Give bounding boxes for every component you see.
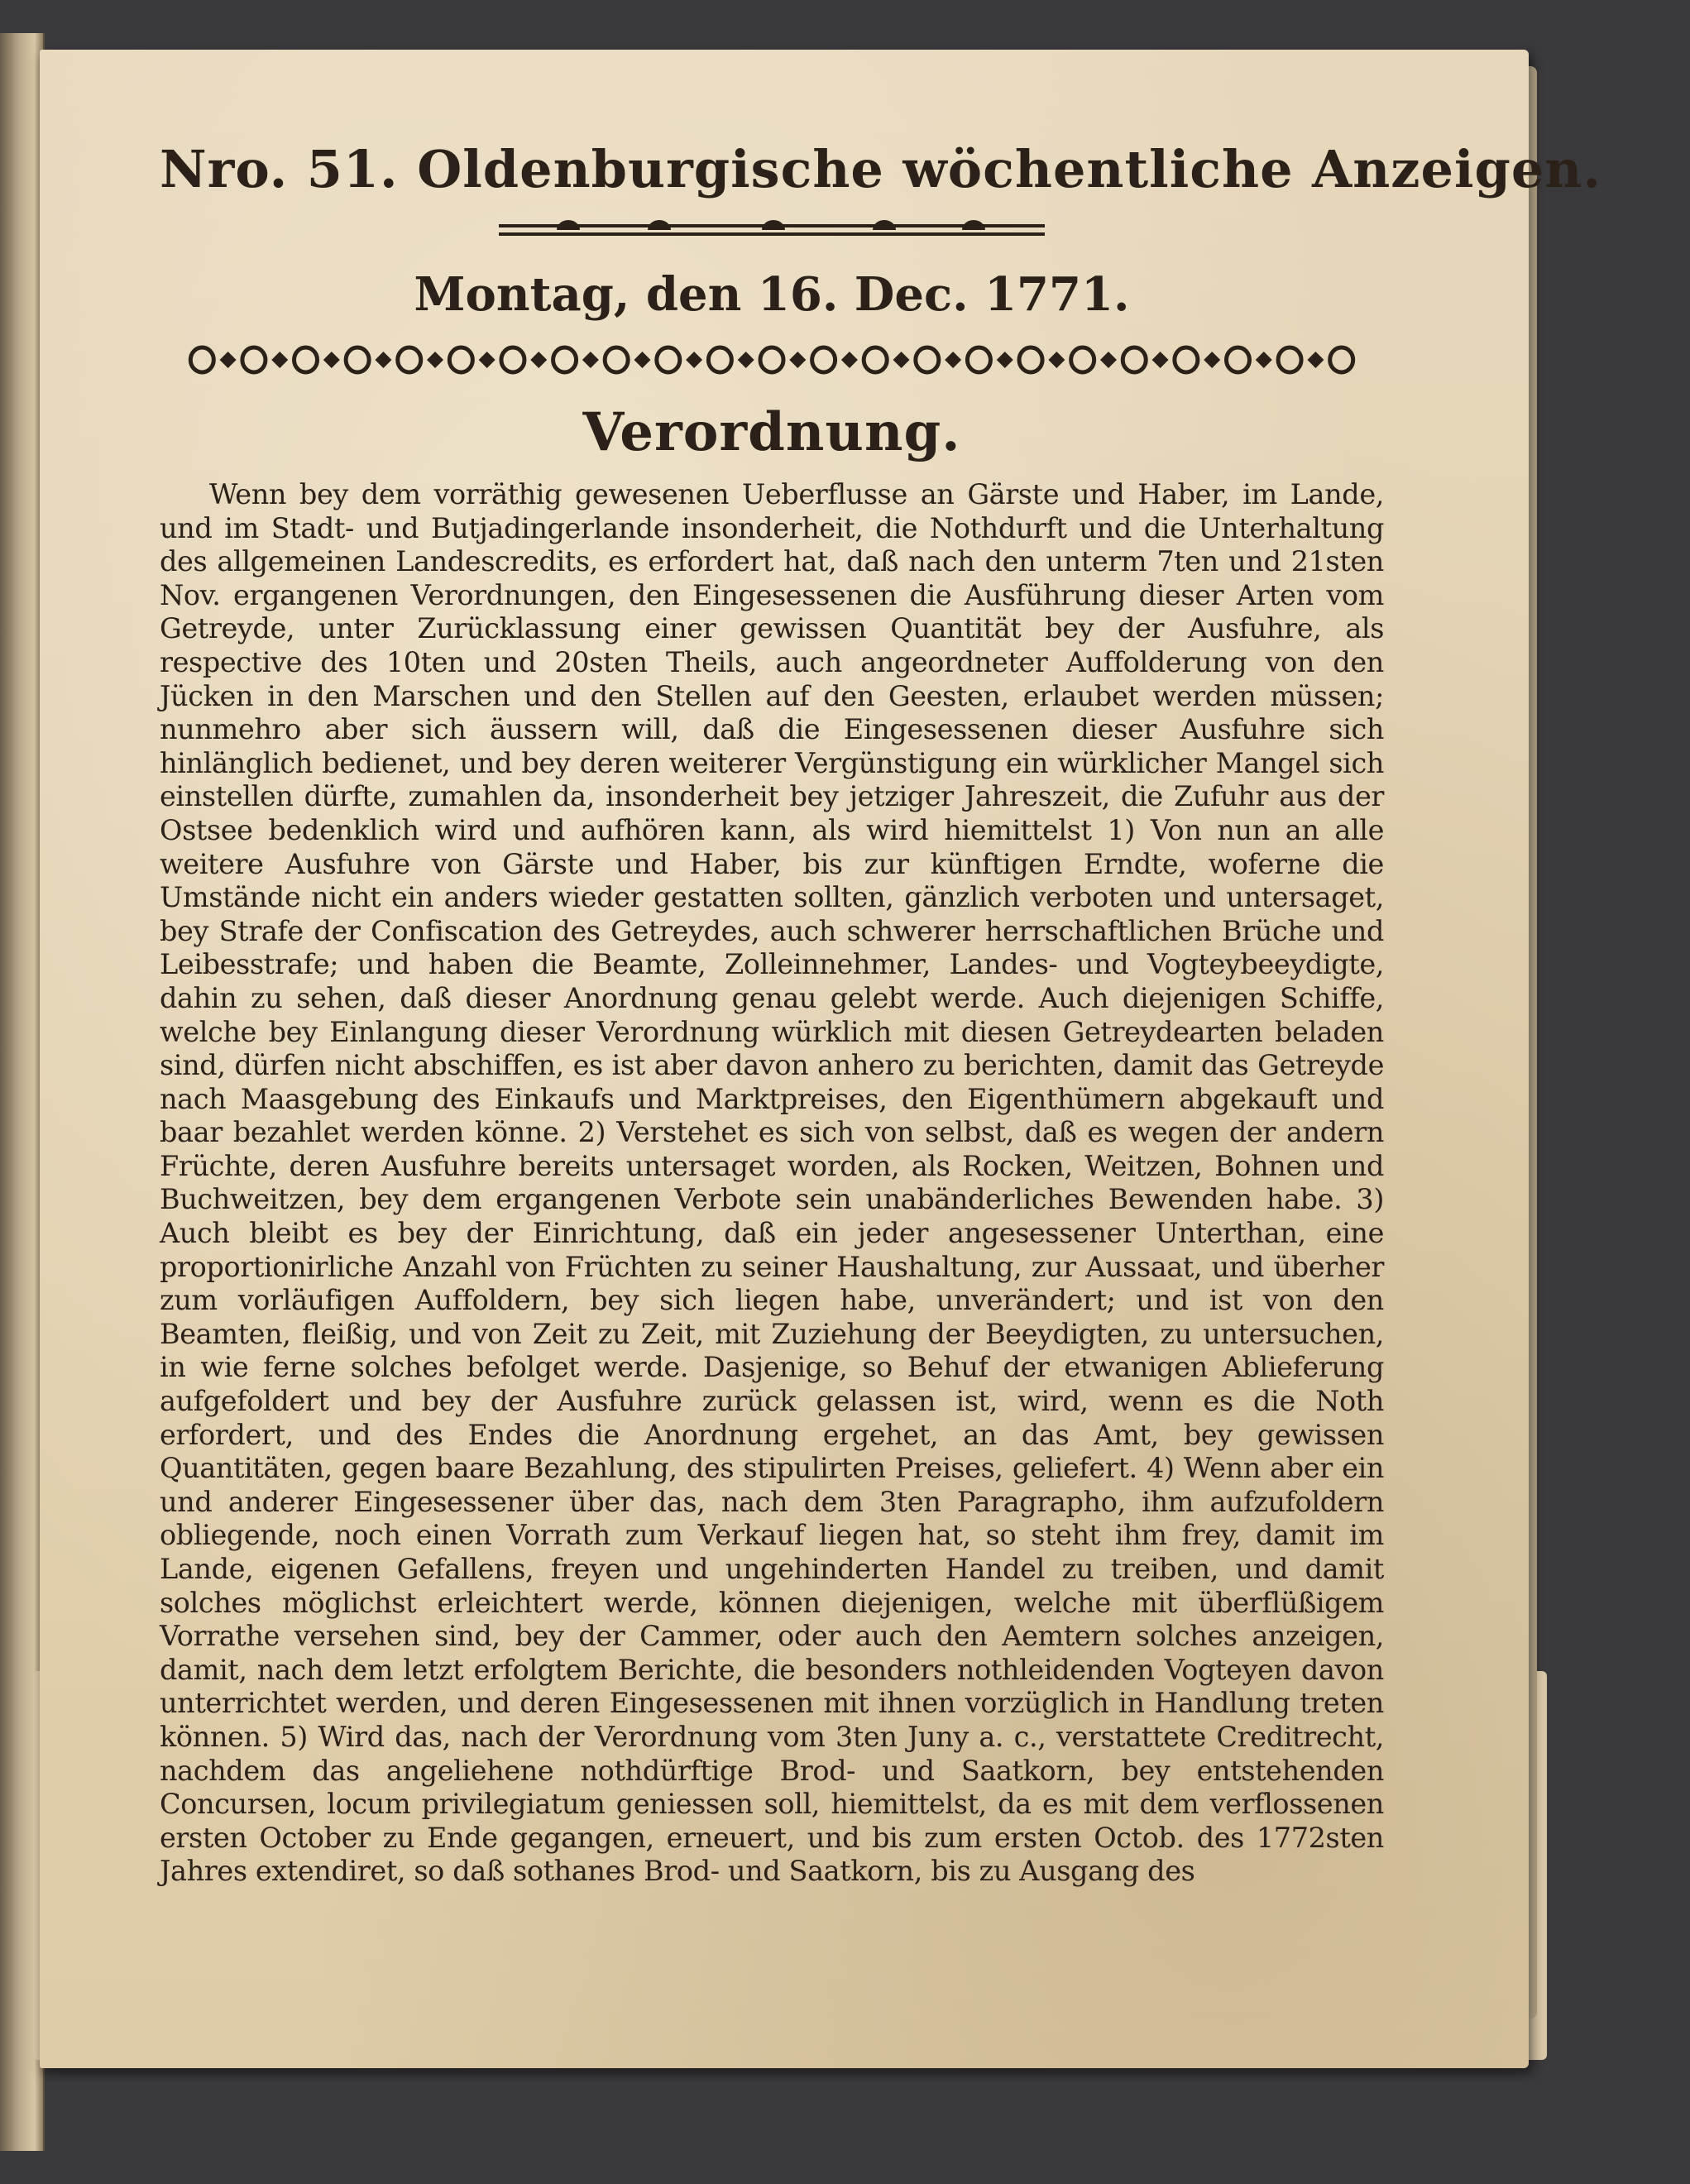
border-ring — [190, 347, 213, 372]
border-ring — [812, 347, 835, 372]
border-ring — [346, 347, 369, 372]
issue-number: Nro. 51. — [160, 139, 399, 199]
decorative-border — [176, 343, 1367, 376]
border-diamond — [530, 352, 547, 368]
border-ring — [501, 347, 524, 372]
border-diamond — [841, 352, 858, 368]
publication-title: Oldenburgische wöchentliche Anzeigen. — [417, 139, 1601, 199]
border-diamond — [375, 352, 391, 368]
border-ring — [294, 347, 318, 372]
article-heading: Verordnung. — [582, 401, 961, 463]
border-ring — [657, 347, 680, 372]
page-content — [160, 132, 1601, 1889]
masthead — [160, 139, 1601, 199]
border-ring — [1071, 347, 1094, 372]
border-ring — [1330, 347, 1353, 372]
border-ring — [242, 347, 266, 372]
border-diamond — [1100, 352, 1117, 368]
border-diamond — [738, 352, 754, 368]
border-diamond — [271, 352, 288, 368]
border-diamond — [220, 352, 237, 368]
border-diamond — [1152, 352, 1169, 368]
border-ring — [760, 347, 783, 372]
border-ring — [1278, 347, 1301, 372]
border-diamond — [1048, 352, 1065, 368]
border-ring — [967, 347, 990, 372]
border-ring — [605, 347, 628, 372]
border-ring — [1019, 347, 1042, 372]
border-diamond — [479, 352, 496, 368]
issue-date: Montag, den 16. Dec. 1771. — [414, 267, 1130, 322]
border-diamond — [1204, 352, 1220, 368]
border-diamond — [789, 352, 806, 368]
border-ring — [1226, 347, 1249, 372]
border-ring — [1175, 347, 1198, 372]
border-diamond — [323, 352, 340, 368]
article-body: Wenn bey dem vorräthig gewesenen Ueberflusse an Gärste und Haber, im Lande, und im Stadt- und Butjadingerlande insonderheit, die Nothdurft und die Unterhaltung des allgemeinen Landescredits, es erfordert hat, daß nach den unterm 7ten und 21sten Nov. ergangenen Verordnungen, den Eingesessenen die Ausführung dieser Arten vom Getreyde, unter Zurücklassung einer gewissen Quantität bey der Ausfuhre, als respective des 10ten und 20sten Theils, auch angeordneter Auffolderung von den Jücken in den Marschen und den Stellen auf den Geesten, erlaubet werden müssen; nunmehro aber sich äussern will, daß die Eingesessenen dieser Ausfuhre sich hinlänglich bedienet, und bey deren weiterer Vergünstigung ein würklicher Mangel sich einstellen dürfte, zumahlen da, insonderheit bey jetziger Jahreszeit, die Zufuhr aus der Ostsee bedenklich wird und aufhören kann, als wird hiemittelst 1) Von nun an alle weitere Ausfuhre von Gärste und Haber, bis zur künftigen Erndte, woferne die Umstände nicht ein anders wieder gestatten sollten, gänzlich verboten und untersaget, bey Strafe der Confiscation des Getreydes, auch schwerer herrschaftlichen Brüche und Leibesstrafe; und haben die Beamte, Zolleinnehmer, Landes- und Vogteybeeydigte, dahin zu sehen, daß dieser Anordnung genau gelebt werde. Auch diejenigen Schiffe, welche bey Einlangung dieser Verordnung würklich mit diesen Getreydearten beladen sind, dürfen nicht abschiffen, es ist aber davon anhero zu berichten, damit das Getreyde nach Maasgebung des Einkaufs und Marktpreises, den Eigenthümern abgekauft und baar bezahlet werden könne. 2) Verstehet es sich von selbst, daß es wegen der andern Früchte, deren Ausfuhre bereits untersaget worden, als Rocken, Weitzen, Bohnen und Buchweitzen, bey dem ergangenen Verbote sein unabänderliches Bewenden habe. 3) Auch bleibt es bey der Einrichtung, daß ein jeder angesessener Unterthan, eine proportionirliche Anzahl von Früchten zu seiner Haushaltung, zur Aussaat, und überher zum vorläufigen Auffoldern, bey sich liegen habe, unverändert; und ist von den Beamten, fleißig, und von Zeit zu Zeit, mit Zuziehung der Beeydigten, zu untersuchen, in wie ferne solches befolget werde. Dasjenige, so Behuf der etwanigen Ablieferung aufgefoldert und bey der Ausfuhre zurück gelassen ist, wird, wenn es die Noth erfordert, und des Endes die Anordnung ergehet, an das Amt, bey gewissen Quantitäten, gegen baare Bezahlung, des stipulirten Preises, geliefert. 4) Wenn aber ein und anderer Eingesessener über das, nach dem 3ten Paragrapho, ihm aufzufoldern obliegende, noch einen Vorrath zum Verkauf liegen hat, so steht ihm frey, damit im Lande, eigenen Gefallens, freyen und ungehinderten Handel zu treiben, und damit solches möglichst erleichtert werde, können diejenigen, welche mit überflüßigem Vorrathe versehen sind, bey der Cammer, oder auch den Aemtern solches anzeigen, damit, nach dem letzt erfolgtem Berichte, die besonders nothleidenden Vogteyen davon unterrichtet werden, und deren Eingesessenen mit ihnen vorzüglich in Handlung treten können. 5) Wird das, nach der Verordnung vom 3ten Juny a. c., verstattete Creditrecht, nachdem das angeliehene nothdürftige Brod- und Saatkorn, bey entstehenden Concursen, locum privilegiatum geniessen soll, hiemittelst, da es mit dem verflossenen ersten October zu Ende gegangen, erneuert, und bis zum ersten Octob. des 1772sten Jahres extendiret, so daß sothanes Brod- und Saatkorn, bis zu Ausgang des — [160, 478, 1384, 1888]
border-ring — [1123, 347, 1146, 372]
border-ring — [449, 347, 472, 372]
border-ring — [553, 347, 577, 372]
border-diamond — [893, 352, 910, 368]
border-diamond — [1256, 352, 1272, 368]
border-diamond — [1307, 352, 1324, 368]
ornamental-rule — [499, 218, 1045, 242]
border-ring — [864, 347, 887, 372]
border-diamond — [686, 352, 702, 368]
border-diamond — [582, 352, 599, 368]
newspaper-page — [40, 50, 1601, 2068]
border-diamond — [634, 352, 650, 368]
border-ring — [916, 347, 939, 372]
border-ring — [398, 347, 421, 372]
border-diamond — [427, 352, 443, 368]
border-diamond — [945, 352, 961, 368]
border-ring — [708, 347, 731, 372]
border-diamond — [997, 352, 1013, 368]
